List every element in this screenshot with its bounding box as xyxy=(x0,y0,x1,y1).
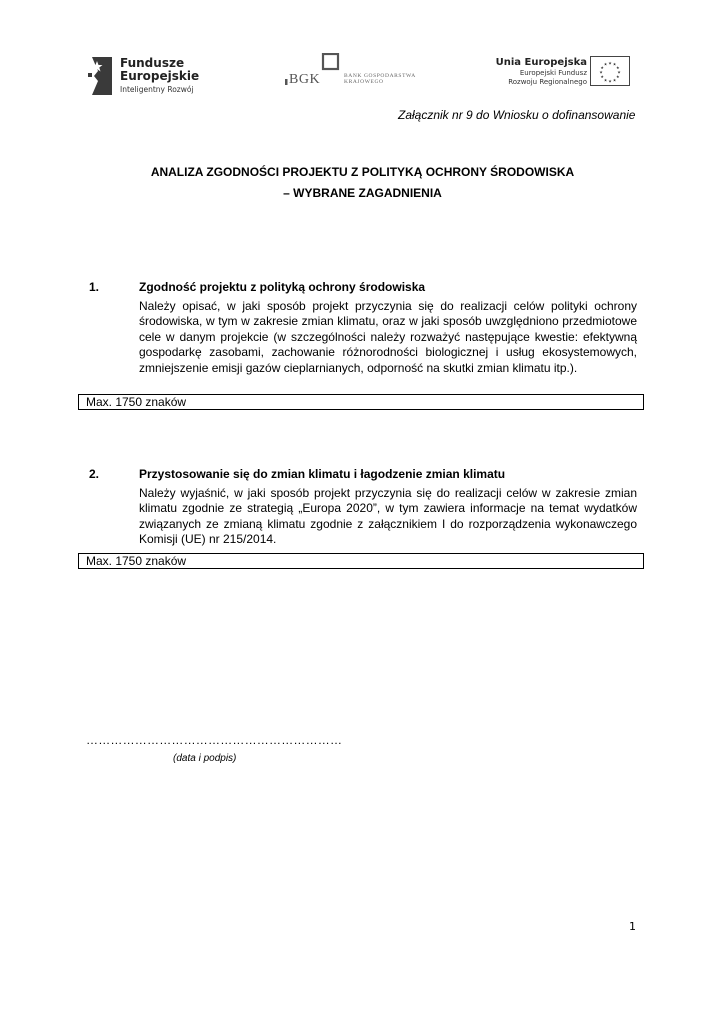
signature-label: (data i podpis) xyxy=(173,753,237,764)
section-1-description: Należy opisać, w jaki sposób projekt przyczynia się do realizacji celów polityki ochrony środowiska, w tym w zakresie zmian klimatu, oraz w jaki sposób uwzględniono przedmiotowe cele w danym projekcie (w szczególności należy rozważyć następujące kwestie: efektywną gospodarkę zasobami, zachowanie różnorodności biologicznej i usług ekosystemowych, zmniejszenie emisji gazów cieplarnianych, odporność na skutki zmian klimatu itp.). xyxy=(139,299,637,375)
document-subtitle: – WYBRANE ZAGADNIENIA xyxy=(283,186,442,200)
section-1-char-limit: Max. 1750 znaków xyxy=(86,395,187,409)
page-number: 1 xyxy=(629,920,636,933)
funds-logo-icon xyxy=(88,55,114,97)
bgk-logo xyxy=(283,53,443,93)
fe-logo-line1: Fundusze xyxy=(120,56,185,70)
section-2-description: Należy wyjaśnić, w jaki sposób projekt przyczynia się do realizacji celów w zakresie zmian klimatu zgodnie ze strategią „Europa 2020”, w tym zawiera informacje na temat wydatków związanych ze zmianą klimatu zgodnie z załącznikiem I do rozporządzenia wykonawczego Komisji (UE) nr 215/2014. xyxy=(139,486,637,547)
svg-text:★: ★ xyxy=(599,69,603,75)
svg-text:★: ★ xyxy=(616,74,620,79)
bgk-bank-name: BANK GOSPODARSTWA KRAJOWEGO xyxy=(344,73,416,85)
eu-flag-icon xyxy=(590,56,630,86)
fe-logo-line2: Europejskie xyxy=(120,69,200,83)
section-2-char-limit: Max. 1750 znaków xyxy=(86,554,187,568)
svg-text:★: ★ xyxy=(608,60,612,66)
document-title: ANALIZA ZGODNOŚCI PROJEKTU Z POLITYKĄ OCHRONY ŚRODOWISKA xyxy=(150,165,575,179)
svg-text:★: ★ xyxy=(600,65,604,70)
svg-text:★: ★ xyxy=(616,65,620,70)
ue-logo-line2: Europejski Fundusz xyxy=(519,69,587,77)
svg-text:★: ★ xyxy=(600,74,604,79)
svg-text:★: ★ xyxy=(612,61,617,67)
section-2-answer-field[interactable] xyxy=(78,553,644,569)
fe-logo-line3: Inteligentny Rozwój xyxy=(120,85,194,94)
fundusze-europejskie-logo xyxy=(88,55,228,100)
unia-europejska-logo xyxy=(480,56,640,96)
section-1-answer-field[interactable] xyxy=(78,394,644,410)
section-1-number: 1. xyxy=(89,280,100,294)
svg-text:★: ★ xyxy=(617,69,621,75)
section-2-number: 2. xyxy=(89,467,100,481)
section-2-title: Przystosowanie się do zmian klimatu i łagodzenie zmian klimatu xyxy=(139,467,506,481)
attachment-note: Załącznik nr 9 do Wniosku o dofinansowanie xyxy=(398,108,636,122)
svg-text:★: ★ xyxy=(608,78,612,84)
svg-text:★: ★ xyxy=(603,61,608,67)
ue-logo-line1: Unia Europejska xyxy=(495,57,587,68)
svg-text:★: ★ xyxy=(612,77,617,83)
ue-logo-line3: Rozwoju Regionalnego xyxy=(508,78,587,86)
signature-line: ……………………………………………………… xyxy=(86,733,343,747)
bgk-abbr: BGK xyxy=(289,72,321,87)
section-1-title: Zgodność projektu z polityką ochrony środowiska xyxy=(139,280,426,294)
svg-text:★: ★ xyxy=(603,77,608,83)
